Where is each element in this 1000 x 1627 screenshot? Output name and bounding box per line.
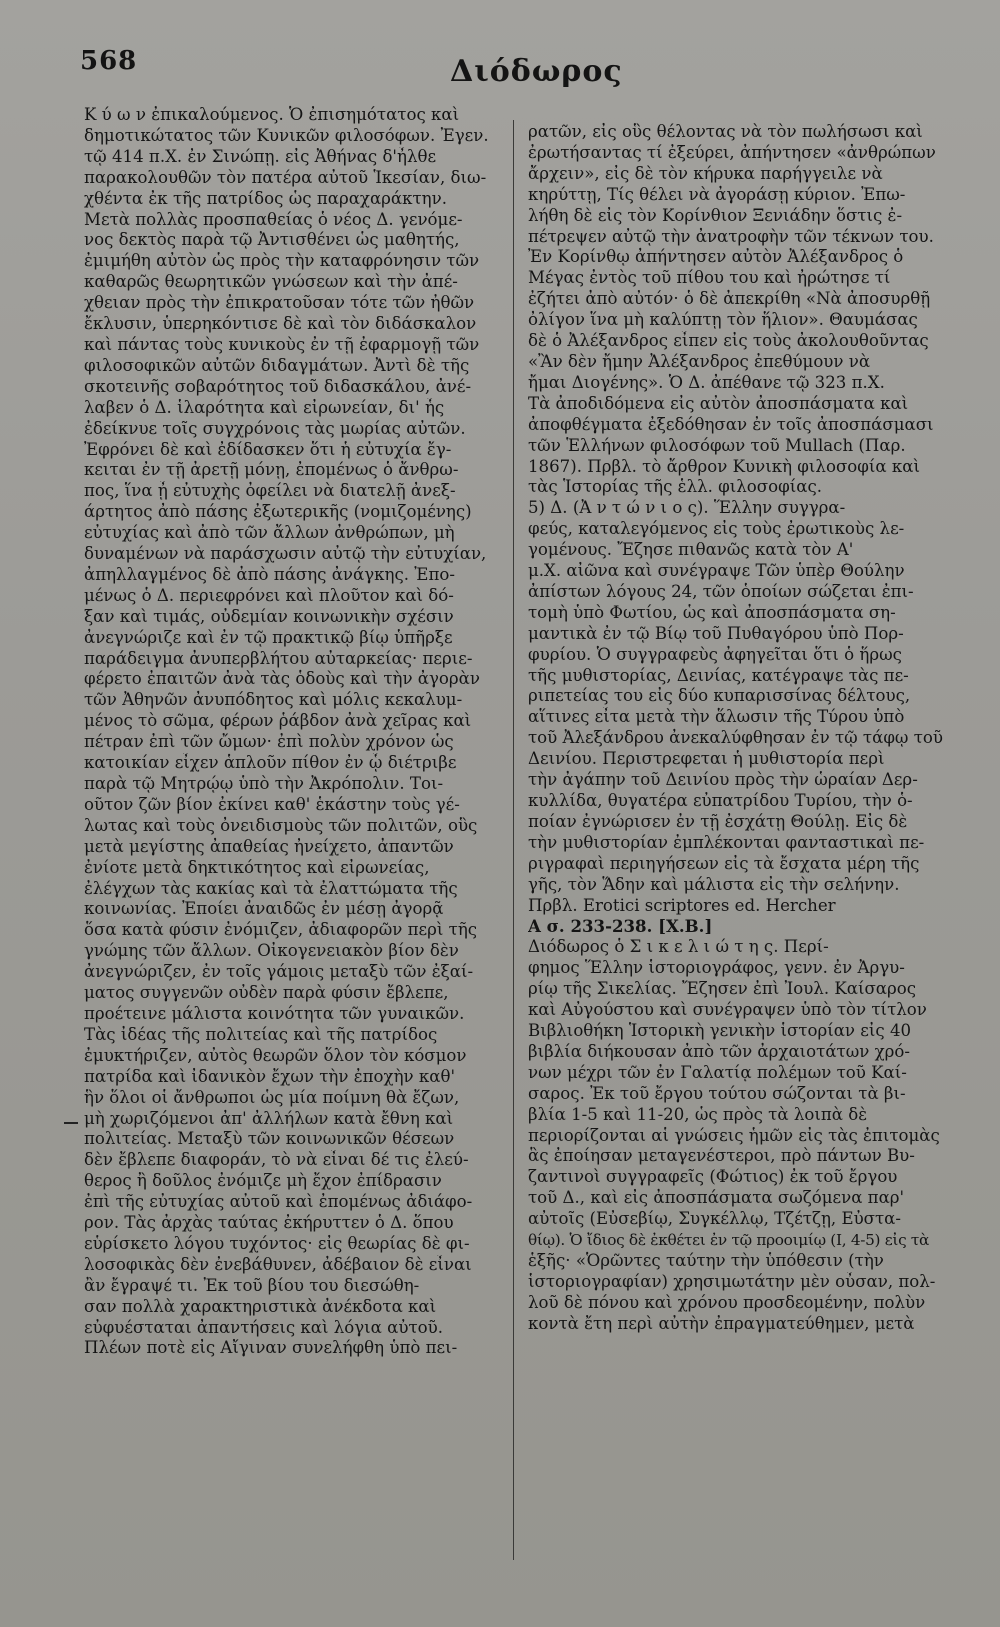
text-line: μετὰ μεγίστης ἀπαθείας ἠνείχετο, ἀπαντῶν <box>84 836 454 856</box>
text-line: κειται ἐν τῇ ἀρετῇ μόνῃ, ἐπομένως ὁ ἄνθρω- <box>84 460 459 480</box>
text-line: ζαντινοὶ συγγραφεῖς (Φώτιος) ἐκ τοῦ ἔργου <box>528 1167 898 1187</box>
text-line: σκοτεινῆς σοβαρότητος τοῦ διδασκάλου, ἀνέ- <box>84 376 472 396</box>
text-line: δὲ ὁ Ἀλέξανδρος εἶπεν εἰς τοὺς ἀκολουθοῦντας <box>528 331 929 351</box>
text-line: καὶ πάντας τοὺς κυνικοὺς ἐν τῇ ἐφαρμογῇ τῶν <box>84 334 480 354</box>
text-line: Βιβλιοθήκη Ἱστορικὴ γενικὴν ἱστορίαν εἰς 40 <box>528 1020 912 1040</box>
text-line: Ἐφρόνει δὲ καὶ ἐδίδασκεν ὅτι ἡ εὐτυχία ἔγ- <box>84 439 452 459</box>
text-line: ἐζήτει ἀπὸ αὐτόν· ὁ δὲ ἀπεκρίθη «Νὰ ἀποσυρθῇ <box>528 289 931 309</box>
text-line: οῦτον ζῶν βίον ἐκίνει καθ' ἑκάστην τοὺς γέ- <box>84 794 460 814</box>
text-line: κηρύττῃ, Τίς θέλει νὰ ἀγοράσῃ κύριον. Ἐπω- <box>528 184 906 204</box>
text-line: λοσοφικὰς δὲν ἐνεβάθυνεν, ἀδέβαιον δὲ εἶναι <box>84 1254 472 1274</box>
text-line: Α σ. 233-238. [Χ.Β.] <box>528 916 713 937</box>
text-line: λοῦ δὲ πόνου καὶ χρόνου προσδεομένην, πολὺν <box>528 1292 926 1312</box>
text-line: ρον. Τὰς ἀρχὰς ταύτας ἐκήρυττεν ὁ Δ. ὅπου <box>84 1213 454 1233</box>
text-line: τῆς μυθιστορίας, Δεινίας, κατέγραψε τὰς πε- <box>528 665 909 685</box>
text-line: πος, ἵνα ᾖ εὐτυχὴς ὀφείλει νὰ διατελῇ ἀνεξ- <box>84 481 456 501</box>
text-line: ἂν ἔγραψέ τι. Ἐκ τοῦ βίου του διεσώθη- <box>84 1275 420 1295</box>
text-line: κυλλίδα, θυγατέρα εὐπατρίδου Τυρίου, τὴν ὁ- <box>528 791 913 810</box>
text-line: δημοτικώτατος τῶν Κυνικῶν φιλοσόφων. Ἐγεν. <box>84 125 489 145</box>
text-line: γομένους. Ἔζησε πιθανῶς κατὰ τὸν Α' <box>528 540 854 560</box>
text-line: τὴν ἀγάπην τοῦ Δεινίου πρὸς τὴν ὡραίαν Δερ- <box>528 770 918 790</box>
text-line: ρατῶν, εἰς οὓς θέλοντας νὰ τὸν πωλήσωσι καὶ <box>528 122 923 141</box>
text-line: μαντικὰ ἐν τῷ Βίῳ τοῦ Πυθαγόρου ὑπὸ Πορ- <box>528 623 904 643</box>
text-line: μένος τὸ σῶμα, φέρων ῥάβδον ἀνὰ χεῖρας καὶ <box>84 711 472 731</box>
text-line: προέτεινε μάλιστα κοινότητα τῶν γυναικῶν. <box>84 1003 465 1023</box>
text-line: ἤμαι Διογένης». Ὁ Δ. ἀπέθανε τῷ 323 π.Χ. <box>528 372 885 392</box>
text-line: Πλέων ποτὲ εἰς Αἴγιναν συνελήφθη ὑπὸ πει- <box>84 1338 458 1358</box>
text-line: Ἐν Κορίνθῳ ἀπήντησεν αὐτὸν Ἀλέξανδρος ὁ <box>528 247 904 267</box>
text-line: καθαρῶς θεωρητικῶν γνώσεων καὶ τὴν ἀπέ- <box>84 272 458 292</box>
text-line: αὐτοῖς (Εὐσεβίῳ, Συγκέλλῳ, Τζέτζῃ, Εὐστα- <box>528 1209 901 1229</box>
text-line: ἱστοριογραφίαν) χρησιμωτάτην μὲν οὖσαν, πολ- <box>528 1271 936 1291</box>
text-line: θίῳ). Ὁ ἴδιος δὲ ἐκθέτει ἐν τῷ προοιμίῳ (Ι, 4-5) εἰς τὰ <box>528 1231 930 1250</box>
text-line: τομὴ ὑπὸ Φωτίου, ὡς καὶ ἀποσπάσματα ση- <box>528 602 896 622</box>
text-line: αἵτινες εἶτα μετὰ τὴν ἅλωσιν τῆς Τύρου ὑπὸ <box>528 707 905 727</box>
text-line: πέτραν ἐπὶ τῶν ὤμων· ἐπὶ πολὺν χρόνον ὡς <box>84 732 454 752</box>
text-line: ἐλέγχων τὰς κακίας καὶ τὰ ἐλαττώματα τῆς <box>84 878 458 898</box>
text-line: νων μέχρι τῶν ἐν Γαλατίᾳ πολέμων τοῦ Καί- <box>528 1062 907 1082</box>
text-line: ἀπηλλαγμένος δὲ ἀπὸ πάσης ἀνάγκης. Ἐπο- <box>84 564 455 584</box>
right-column <box>528 122 946 1335</box>
text-line: ἔκλυσιν, ὑπερηκόντισε δὲ καὶ τὸν διδάσκαλον <box>84 314 477 334</box>
text-line: λήθη δὲ εἰς τὸν Κορίνθιον Ξενιάδην ὅστις ἐ- <box>528 205 903 225</box>
text-line: γῆς, τὸν Ἅδην καὶ μάλιστα εἰς τὴν σελήνην. <box>528 874 900 894</box>
text-line: σαρος. Ἐκ τοῦ ἔργου τούτου σώζονται τὰ βι- <box>528 1083 906 1103</box>
page-number: 568 <box>80 46 138 76</box>
text-line: 1867). Πρβλ. τὸ ἄρθρον Κυνικὴ φιλοσοφία καὶ <box>528 456 920 476</box>
text-line: ρίῳ τῆς Σικελίας. Ἔζησεν ἐπὶ Ἰουλ. Καίσαρος <box>528 979 917 999</box>
column-divider <box>513 120 514 1560</box>
text-line: βιβλία διήκουσαν ἀπὸ τῶν ἀρχαιοτάτων χρό- <box>528 1041 911 1061</box>
text-line: θερος ἢ δοῦλος ἐνόμιζε μὴ ἔχον ἐπίδρασιν <box>84 1171 442 1191</box>
text-line: χθειαν πρὸς τὴν ἐπικρατοῦσαν τότε τῶν ἠθῶν <box>84 293 475 313</box>
text-line: ὀλίγον ἵνα μὴ καλύπτῃ τὸν ἥλιον». Θαυμάσας <box>528 310 918 330</box>
text-line: Μέγας ἐντὸς τοῦ πίθου του καὶ ἠρώτησε τί <box>528 268 891 288</box>
text-line: παράδειγμα ἀνυπερβλήτου αὐταρκείας· περιε- <box>84 648 473 668</box>
text-line: γνώμης τῶν ἄλλων. Οἰκογενειακὸν βίον δὲν <box>84 941 459 961</box>
text-line: ἐνίοτε μετὰ δηκτικότητος καὶ εἰρωνείας, <box>84 857 430 877</box>
text-line: τοῦ Δ., καὶ εἰς ἀποσπάσματα σωζόμενα παρ' <box>528 1188 905 1208</box>
left-column <box>84 105 498 1359</box>
text-line: πολιτείας. Μεταξὺ τῶν κοινωνικῶν θέσεων <box>84 1129 455 1149</box>
text-line: 5) Δ. (Ἀ ν τ ώ ν ι ο ς). Ἕλλην συγγρα- <box>528 498 846 518</box>
text-line: πατρίδα καὶ ἰδανικὸν ἔχων τὴν ἐποχὴν καθ' <box>84 1066 456 1086</box>
text-line: κοινωνίας. Ἐποίει ἀναιδῶς ἐν μέσῃ ἀγορᾷ <box>84 899 444 919</box>
text-line: ἄρχειν», εἰς δὲ τὸν κήρυκα παρήγγειλε νὰ <box>528 163 883 183</box>
margin-mark <box>64 1122 78 1124</box>
page-header <box>80 42 960 92</box>
text-line: δὲν ἔβλεπε διαφοράν, τὸ νὰ εἶναι δέ τις ἐλεύ- <box>84 1150 469 1170</box>
text-line: «Ἂν δὲν ἤμην Ἀλέξανδρος ἐπεθύμουν νὰ <box>528 351 871 371</box>
text-line: ἃς ἐποίησαν μεταγενέστεροι, πρὸ πάντων Βυ- <box>528 1146 915 1166</box>
text-line: Κ ύ ω ν ἐπικαλούμενος. Ὁ ἐπισημότατος καὶ <box>84 105 460 124</box>
text-line: Μετὰ πολλὰς προσπαθείας ὁ νέος Δ. γενόμε- <box>84 209 463 229</box>
text-line: Τὰ ἀποδιδόμενα εἰς αὐτὸν ἀποσπάσματα καὶ <box>528 393 909 413</box>
text-line: σαν πολλὰ χαρακτηριστικὰ ἀνέκδοτα καὶ <box>84 1296 437 1316</box>
text-line: κοντὰ ἔτη περὶ αὐτὴν ἐπραγματεύθημεν, μετὰ <box>528 1313 915 1333</box>
text-line: φεύς, καταλεγόμενος εἰς τοὺς ἐρωτικοὺς λε- <box>528 519 905 539</box>
text-line: λωτας καὶ τοὺς ὀνειδισμοὺς τῶν πολιτῶν, οὓς <box>84 815 478 835</box>
text-line: μὴ χωριζόμενοι ἀπ' ἀλλήλων κατὰ ἔθνη καὶ <box>84 1108 454 1128</box>
text-line: άρτητος ἀπὸ πάσης ἐξωτερικῆς (νομιζομένης) <box>84 502 472 522</box>
text-line: παρακολουθῶν τὸν πατέρα αὐτοῦ Ἱκεσίαν, διω- <box>84 167 487 187</box>
text-line: ποίαν ἐγνώρισεν ἐν τῇ ἐσχάτῃ Θούλῃ. Εἰς δὲ <box>528 811 908 831</box>
text-line: ἑξῆς· «Ὁρῶντες ταύτην τὴν ὑπόθεσιν (τὴν <box>528 1250 884 1270</box>
text-line: ριγραφαὶ περιηγήσεων εἰς τὰ ἔσχατα μέρη τῆς <box>528 853 920 873</box>
text-line: φέρετο ἐπαιτῶν ἀνὰ τὰς ὁδοὺς καὶ τὴν ἀγορὰν <box>84 669 480 689</box>
text-line: μένως ὁ Δ. περιεφρόνει καὶ πλοῦτον καὶ δό- <box>84 585 454 605</box>
text-line: φυρίου. Ὁ συγγραφεὺς ἀφηγεῖται ὅτι ὁ ἥρως <box>528 644 902 664</box>
text-line: τῷ 414 π.Χ. ἐν Σινώπῃ. εἰς Ἀθήνας δ'ἦλθε <box>84 146 437 166</box>
text-line: εὑρίσκετο λόγου τυχόντος· εἰς θεωρίας δὲ φι- <box>84 1233 470 1253</box>
text-line: ἀποφθέγματα ἐξεδόθησαν ἐν τοῖς ἀποσπάσμασι <box>528 414 934 434</box>
text-line: παρὰ τῷ Μητρῴῳ ὑπὸ τὴν Ἀκρόπολιν. Τοι- <box>84 774 444 793</box>
text-line: ἣν ὅλοι οἱ ἄνθρωποι ὡς μία ποίμνη θὰ ἔζων, <box>84 1087 460 1107</box>
text-line: εὐφυέσταται ἀπαντήσεις καὶ λόγια αὐτοῦ. <box>84 1317 443 1337</box>
text-line: Πρβλ. Erotici scriptores ed. Hercher <box>528 895 836 915</box>
text-line: ἐδείκνυε τοῖς συγχρόνοις τὰς μωρίας αὐτῶν. <box>84 418 466 438</box>
text-line: τῶν Ἑλλήνων φιλοσόφων τοῦ Mullach (Παρ. <box>528 435 906 455</box>
text-line: ξαν καὶ τιμάς, οὐδεμίαν κοινωνικὴν σχέσιν <box>84 606 454 626</box>
text-line: ἐπὶ τῆς εὐτυχίας αὐτοῦ καὶ ἐπομένως ἀδιάφο- <box>84 1192 473 1212</box>
text-line: Δεινίου. Περιστρεφεται ἡ μυθιστορία περὶ <box>528 749 885 769</box>
text-line: τῶν Ἀθηνῶν ἀνυπόδητος καὶ μόλις κεκαλυμ- <box>84 690 463 710</box>
text-line: λαβεν ὁ Δ. ἱλαρότητα καὶ εἰρωνείαν, δι' ἧς <box>84 397 445 417</box>
text-line: βλία 1-5 καὶ 11-20, ὡς πρὸς τὰ λοιπὰ δὲ <box>528 1104 868 1124</box>
text-line: τοῦ Ἀλεξάνδρου ἀνεκαλύφθησαν ἐν τῷ τάφῳ τοῦ <box>528 728 943 748</box>
text-line: κατοικίαν εἶχεν ἁπλοῦν πίθον ἐν ᾧ διέτριβε <box>84 753 457 773</box>
text-line: ἐμιμήθη αὐτὸν ὡς πρὸς τὴν καταφρόνησιν τῶν <box>84 251 480 271</box>
text-line: περιορίζονται αἱ γνώσεις ἡμῶν εἰς τὰς ἐπιτομὰς <box>528 1125 940 1145</box>
text-line: πέτρεψεν αὐτῷ τὴν ἀνατροφὴν τῶν τέκνων του. <box>528 226 934 246</box>
text-line: ὅσα κατὰ φύσιν ἐνόμιζεν, ἀδιαφορῶν περὶ τῆς <box>84 920 478 940</box>
text-line: ἐρωτήσαντας τί ἐξεύρει, ἀπήντησεν «ἀνθρώπων <box>528 142 936 162</box>
text-line: Διόδωρος ὁ Σ ι κ ε λ ι ώ τ η ς. Περί- <box>528 937 829 957</box>
text-line: φιλοσοφικῶν αὐτῶν διδαγμάτων. Ἀντὶ δὲ τῆς <box>84 355 470 375</box>
text-line: ἀπίστων λόγους 24, τῶν ὁποίων σώζεται ἐπι- <box>528 581 914 601</box>
text-line: ριπετείας του εἰς δύο κυπαρισσίνας δέλτους, <box>528 686 911 706</box>
text-line: καὶ Αὐγούστου καὶ συνέγραψεν ὑπὸ τὸν τίτλον <box>528 1000 927 1020</box>
text-line: μ.Χ. αἰῶνα καὶ συνέγραψε Τῶν ὑπὲρ Θούλην <box>528 561 905 581</box>
text-line: ἐμυκτήριζεν, αὐτὸς θεωρῶν ὅλον τὸν κόσμον <box>84 1045 467 1065</box>
text-line: νος δεκτὸς παρὰ τῷ Ἀντισθένει ὡς μαθητής, <box>84 230 460 250</box>
text-line: τὴν μυθιστορίαν ἐμπλέκονται φανταστικαὶ πε- <box>528 832 925 852</box>
text-line: ἀνεγνώριζεν, ἐν τοῖς γάμοις μεταξὺ τῶν ἐξαί- <box>84 962 474 982</box>
text-line: τὰς Ἱστορίας τῆς ἑλλ. φιλοσοφίας. <box>528 477 823 497</box>
text-line: Τὰς ἰδέας τῆς πολιτείας καὶ τῆς πατρίδος <box>84 1024 438 1044</box>
text-line: εὐτυχίας καὶ ἀπὸ τῶν ἄλλων ἀνθρώπων, μὴ <box>84 523 455 543</box>
text-line: δυναμένων νὰ παράσχωσιν αὐτῷ τὴν εὐτυχίαν, <box>84 544 487 564</box>
text-line: ματος συγγενῶν οὐδὲν παρὰ φύσιν ἔβλεπε, <box>84 983 449 1003</box>
text-line: χθέντα ἐκ τῆς πατρίδος ὡς παραχαράκτην. <box>84 188 447 208</box>
running-title: Διόδωρος <box>450 54 623 89</box>
text-line: φημος Ἕλλην ἱστοριογράφος, γενν. ἐν Ἀργυ- <box>528 958 905 978</box>
text-line: ἀνεγνώριζε καὶ ἐν τῷ πρακτικῷ βίῳ ὑπῆρξε <box>84 627 453 647</box>
